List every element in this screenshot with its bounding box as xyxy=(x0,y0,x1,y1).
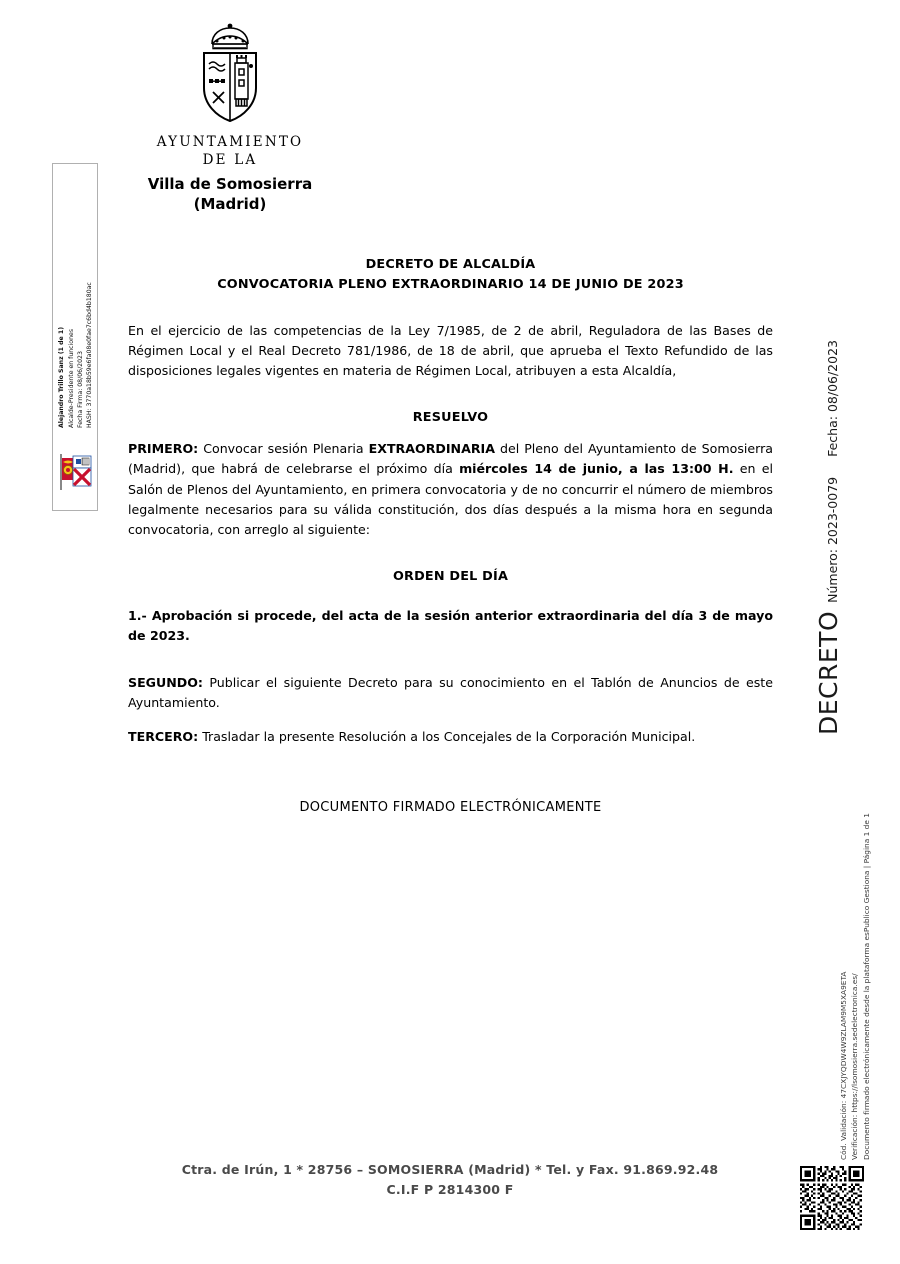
validation-code: Cód. Validación: 47CXJYQDW4W9ZLAM9M5XA9ETA xyxy=(839,971,848,1160)
page-footer xyxy=(0,1160,900,1200)
primero-bold-extraordinaria: EXTRAORDINARIA xyxy=(368,440,495,456)
org-name-line-3: Villa de Somosierra xyxy=(147,175,313,194)
primero-paragraph xyxy=(128,439,773,541)
coat-of-arms-icon xyxy=(184,22,276,126)
org-name-line-4: (Madrid) xyxy=(193,195,267,214)
decreto-fecha: Fecha: 08/06/2023 xyxy=(825,340,840,457)
signer-role: Alcalde-Presidente en funciones xyxy=(67,328,75,428)
orden-del-dia-heading: ORDEN DEL DÍA xyxy=(392,568,509,584)
page-title xyxy=(128,255,773,295)
verification-url[interactable]: Verificación: https://lsomosierra.sedelectronica.es/ xyxy=(850,973,860,1160)
segundo-paragraph xyxy=(128,673,773,714)
letterhead xyxy=(95,22,365,215)
primero-bold-fecha-hora: miércoles 14 de junio, a las 13:00 H. xyxy=(459,461,734,477)
primero-text-a: Convocar sesión Plenaria xyxy=(198,440,369,456)
agenda-item-1: 1.- Aprobación si procede, del acta de la sesión anterior extraordinaria del día 3 de mayo de 2023. xyxy=(128,607,773,644)
decreto-side-label xyxy=(814,340,876,735)
tercero-label: TERCERO: xyxy=(128,729,199,745)
footer-cif: C.I.F P 2814300 F xyxy=(386,1182,514,1197)
document-body xyxy=(128,255,773,815)
segundo-text: Publicar el siguiente Decreto para su conocimiento en el Tablón de Anuncios de este Ayuntamiento. xyxy=(128,674,773,710)
validation-side-block xyxy=(838,760,872,1160)
primero-text-b: del Pleno del Ayuntamiento de Somosierra (Madrid), que habrá de celebrarse el próximo día xyxy=(128,440,773,477)
signer-name: Alejandro Trillo Sanz (1 de 1) xyxy=(58,326,66,428)
tercero-text: Trasladar la presente Resolución a los Concejales de la Corporación Municipal. xyxy=(198,729,696,745)
org-name-line-2: DE LA xyxy=(202,151,258,168)
signature-date: Fecha Firma: 08/06/2023 xyxy=(77,351,84,428)
segundo-label: SEGUNDO: xyxy=(128,674,203,690)
tercero-paragraph xyxy=(128,727,773,747)
signature-stamp-box xyxy=(52,163,98,511)
footer-address: Ctra. de Irún, 1 * 28756 – SOMOSIERRA (Madrid) * Tel. y Fax. 91.869.92.48 xyxy=(181,1162,719,1177)
spain-madrid-emblem-icon xyxy=(59,452,93,492)
org-name-line-1: AYUNTAMIENTO xyxy=(156,134,304,150)
primero-label: PRIMERO: xyxy=(128,440,199,456)
intro-paragraph: En el ejercicio de las competencias de la Ley 7/1985, de 2 de abril, Reguladora de las Bases de Régimen Local y el Real Decreto 781/1986, de 18 de abril, que aprueba el Texto Refundido de las disposiciones legales vigentes en materia de Régimen Local, atribuyen a esta Alcaldía, xyxy=(128,322,773,379)
decreto-word: DECRETO xyxy=(814,610,843,735)
resuelvo-heading: RESUELVO xyxy=(412,409,489,425)
platform-note: Documento firmado electrónicamente desde la plataforma esPublico Gestiona | Página 1 de 1 xyxy=(861,813,871,1160)
signed-electronically-note: DOCUMENTO FIRMADO ELECTRÓNICAMENTE xyxy=(299,799,602,815)
primero-text-c: en el Salón de Plenos del Ayuntamiento, en primera convocatoria y de no concurrir el número de miembros legalmente necesarios para su válida constitución, dos días después a la misma hora en segunda convocatoria, con arreglo al siguiente: xyxy=(128,461,773,538)
title-line-2: CONVOCATORIA PLENO EXTRAORDINARIO 14 DE JUNIO DE 2023 xyxy=(217,276,684,292)
title-line-1: DECRETO DE ALCALDÍA xyxy=(365,257,536,272)
decreto-numero: Número: 2023-0079 xyxy=(825,476,840,603)
signature-hash: HASH: 3770a18b59e6fa08e0fae7c6bd4b180ac xyxy=(86,282,94,428)
